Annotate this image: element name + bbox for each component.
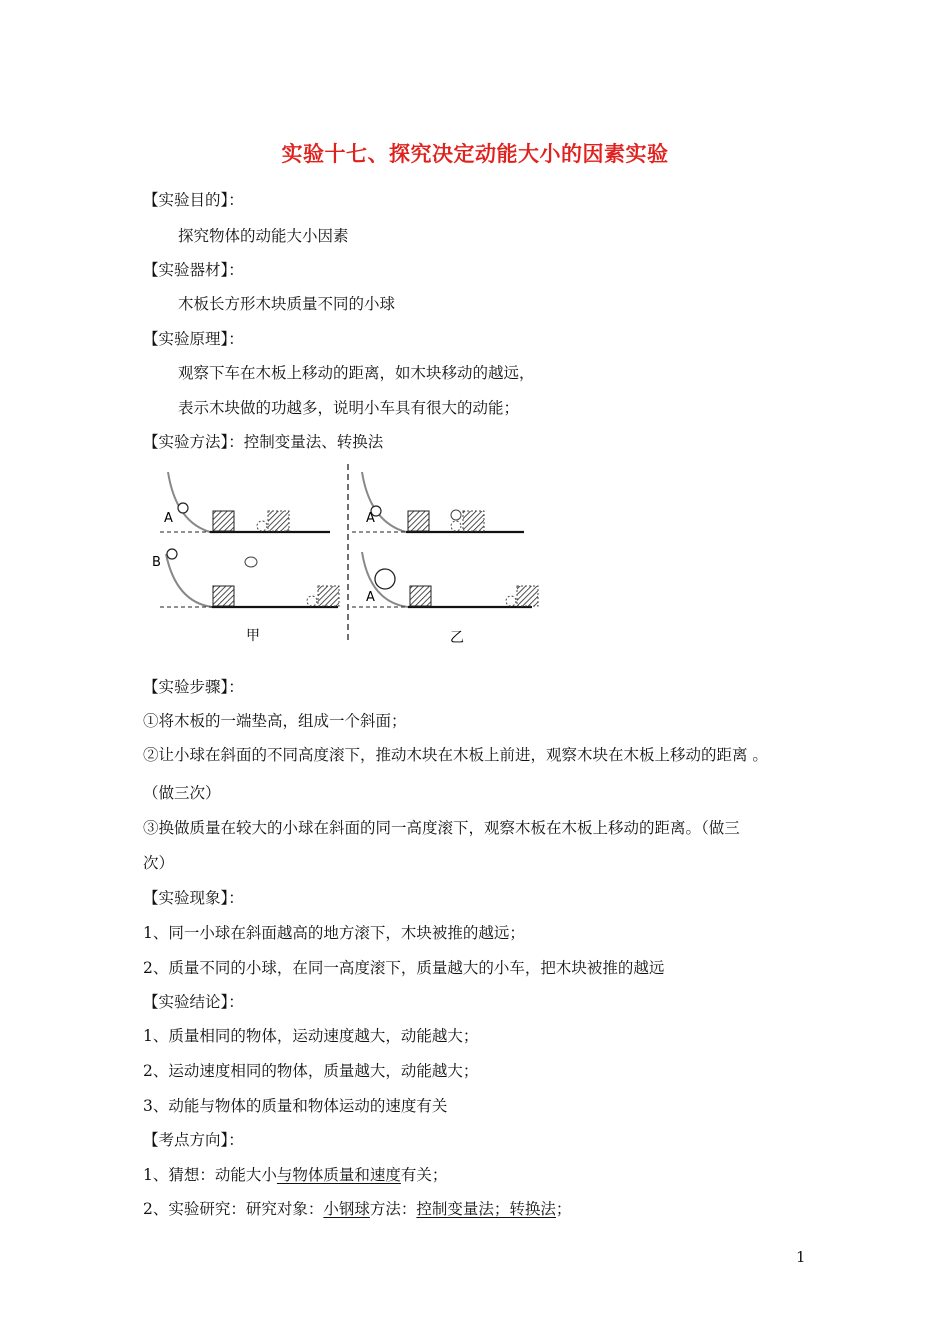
- exam-line-2-suffix: ；: [555, 1200, 572, 1218]
- ball-ghost: [451, 521, 461, 531]
- ball-ghost: [506, 596, 516, 606]
- conclusion-1: 1、质量相同的物体，运动速度越大，动能越大；: [143, 1027, 479, 1045]
- page-title: 实验十七、探究决定动能大小的因素实验: [281, 141, 669, 166]
- step-2: ②让小球在斜面的不同高度滚下，推动木块在木板上前进，观察木块在木板上移动的距离 。: [143, 746, 768, 764]
- steps-heading: 【实验步骤】：: [143, 678, 244, 696]
- exam-line-2: [143, 1199, 571, 1219]
- step-2-note: （做三次）: [143, 784, 221, 802]
- exam-line-1-prefix: 1、猜想：动能大小: [143, 1166, 277, 1184]
- ball-ghost: [307, 596, 317, 606]
- exam-line-2-prefix: 2、实验研究：研究对象：: [143, 1200, 324, 1218]
- ball-ghost: [451, 510, 461, 520]
- wood-block: [408, 511, 429, 531]
- conclusion-heading: 【实验结论】：: [143, 993, 244, 1011]
- method-line: [143, 432, 383, 452]
- step-3: ③换做质量在较大的小球在斜面的同一高度滚下，观察木板在木板上移动的距离。（做三: [143, 819, 740, 837]
- ball-ghost: [257, 521, 267, 531]
- phenomenon-1: 1、同一小球在斜面越高的地方滚下，木块被推的越远；: [143, 924, 525, 942]
- page-number: 1: [796, 1248, 806, 1266]
- figure-label-right: 乙: [450, 630, 464, 646]
- method-text: 控制变量法、转换法: [243, 433, 384, 451]
- ramp-curve: [168, 472, 210, 532]
- principle-heading: 【实验原理】：: [143, 330, 244, 348]
- principle-line-2: 表示木块做的功越多，说明小车具有很大的动能；: [178, 399, 520, 417]
- experiment-figure: [140, 462, 560, 652]
- point-a-label: A: [366, 511, 375, 526]
- wood-block: [213, 511, 234, 531]
- exam-line-2-mid: 方法：: [369, 1200, 417, 1218]
- equipment-text: 木板长方形木块质量不同的小球: [178, 295, 396, 313]
- exam-line-2-object: 小钢球: [323, 1200, 370, 1218]
- exam-line-1-suffix: 有关；: [400, 1166, 448, 1184]
- panel-bottom-right: [352, 552, 538, 607]
- exam-heading: 【考点方向】：: [143, 1131, 244, 1149]
- principle-line-1: 观察下车在木板上移动的距离，如木块移动的越远，: [178, 364, 535, 382]
- step-3-cont: 次）: [143, 854, 175, 872]
- point-b-label: B: [152, 555, 161, 570]
- figure-label-left: 甲: [246, 628, 260, 644]
- wood-block: [410, 586, 431, 606]
- wood-block-moved: [463, 511, 484, 531]
- panel-top-right: [352, 472, 524, 532]
- exam-line-2-method: 控制变量法；转换法: [416, 1200, 556, 1218]
- step-1: ①将木板的一端垫高，组成一个斜面；: [143, 712, 407, 730]
- phenomenon-2: 2、质量不同的小球，在同一高度滚下，质量越大的小车，把木块被推的越远: [143, 959, 665, 977]
- wood-block: [213, 586, 234, 606]
- conclusion-2: 2、运动速度相同的物体，质量越大，动能越大；: [143, 1062, 479, 1080]
- ramp-curve: [166, 554, 212, 607]
- ball: [178, 503, 188, 513]
- point-a-label: A: [164, 511, 173, 526]
- equipment-heading: 【实验器材】：: [143, 261, 244, 279]
- method-heading: 【实验方法】：: [143, 433, 244, 451]
- large-ball: [375, 569, 395, 589]
- phenomenon-heading: 【实验现象】：: [143, 889, 244, 907]
- purpose-text: 探究物体的动能大小因素: [178, 227, 349, 245]
- conclusion-3: 3、动能与物体的质量和物体运动的速度有关: [143, 1097, 448, 1115]
- wood-block-moved: [268, 511, 289, 531]
- point-a-label: A: [366, 590, 375, 605]
- panel-bottom-left: [152, 549, 339, 607]
- exam-line-1-underlined: 与物体质量和速度: [276, 1166, 401, 1184]
- wood-block-moved: [318, 586, 339, 606]
- ball: [167, 549, 177, 559]
- purpose-heading: 【实验目的】：: [143, 191, 244, 209]
- panel-top-left: [160, 472, 330, 532]
- ball-ghost: [245, 557, 257, 567]
- wood-block-moved: [517, 586, 538, 606]
- exam-line-1: [143, 1165, 447, 1185]
